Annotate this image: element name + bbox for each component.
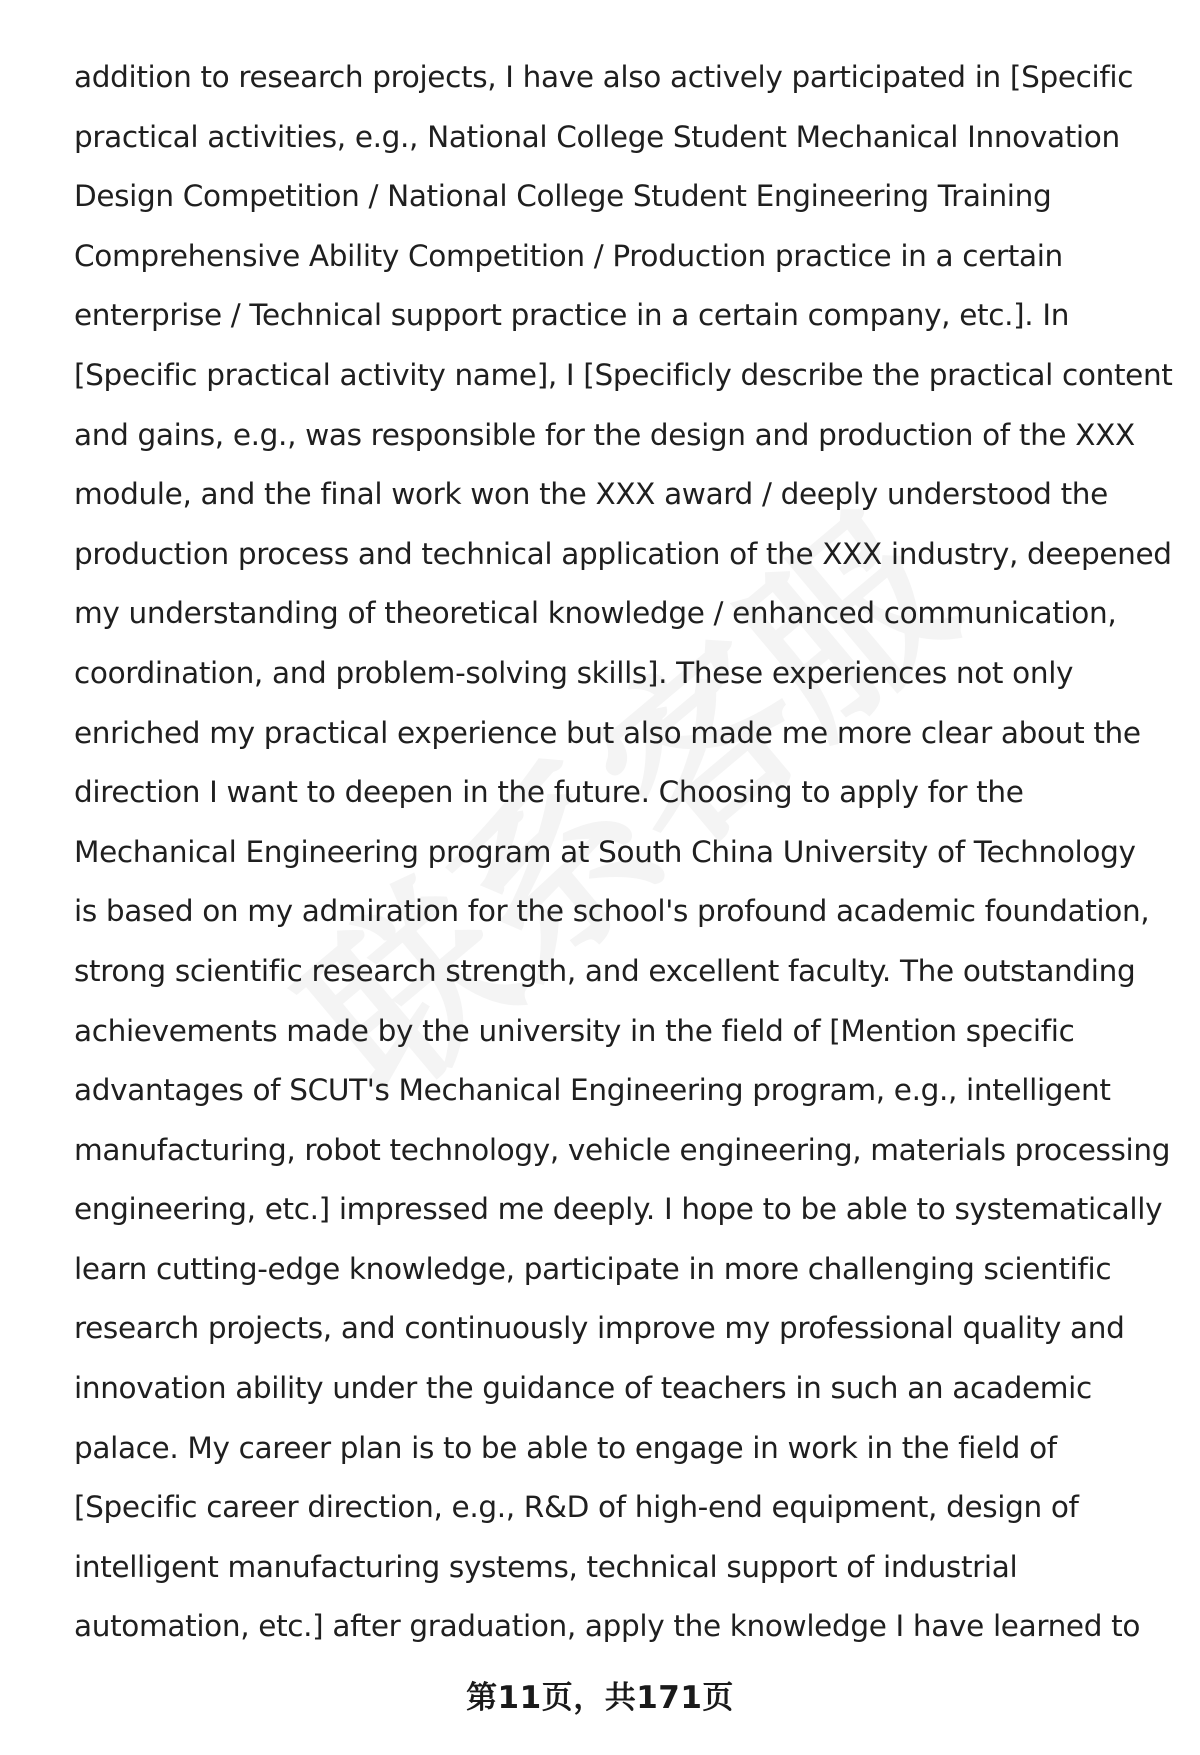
text-line: automation, etc.] after graduation, apply the knowledge I have learned to — [74, 1609, 1141, 1644]
text-line: is based on my admiration for the school's profound academic foundation, — [74, 894, 1150, 929]
text-line: strong scientific research strength, and excellent faculty. The outstanding — [74, 953, 1136, 988]
text-line: module, and the final work won the XXX award / deeply understood the — [74, 477, 1108, 512]
text-line: research projects, and continuously improve my professional quality and — [74, 1311, 1125, 1346]
text-line: enriched my practical experience but also made me more clear about the — [74, 715, 1141, 750]
text-line: innovation ability under the guidance of teachers in such an academic — [74, 1371, 1092, 1406]
text-line: practical activities, e.g., National College Student Mechanical Innovation — [74, 119, 1120, 154]
text-line: palace. My career plan is to be able to engage in work in the field of — [74, 1430, 1057, 1465]
text-line: engineering, etc.] impressed me deeply. I hope to be able to systematically — [74, 1192, 1163, 1227]
text-line: manufacturing, robot technology, vehicle engineering, materials processing — [74, 1132, 1171, 1167]
text-line: Design Competition / National College Student Engineering Training — [74, 179, 1052, 214]
text-line: achievements made by the university in the field of [Mention specific — [74, 1013, 1075, 1048]
text-line: learn cutting-edge knowledge, participate in more challenging scientific — [74, 1251, 1112, 1286]
body-text — [74, 48, 1173, 1657]
text-line: Mechanical Engineering program at South China University of Technology — [74, 834, 1136, 869]
text-line: advantages of SCUT's Mechanical Engineering program, e.g., intelligent — [74, 1073, 1111, 1108]
text-line: my understanding of theoretical knowledge / enhanced communication, — [74, 596, 1117, 631]
text-line: [Specific career direction, e.g., R&D of high-end equipment, design of — [74, 1490, 1079, 1525]
text-line: enterprise / Technical support practice in a certain company, etc.]. In — [74, 298, 1070, 333]
text-line: coordination, and problem-solving skills]. These experiences not only — [74, 655, 1074, 690]
text-line: direction I want to deepen in the future. Choosing to apply for the — [74, 775, 1024, 810]
text-line: intelligent manufacturing systems, technical support of industrial — [74, 1549, 1018, 1584]
text-line: [Specific practical activity name], I [Specificly describe the practical content — [74, 357, 1173, 392]
text-line: Comprehensive Ability Competition / Production practice in a certain — [74, 238, 1063, 273]
text-line: addition to research projects, I have also actively participated in [Specific — [74, 60, 1134, 94]
text-line: production process and technical application of the XXX industry, deepened — [74, 536, 1172, 571]
page-number-footer: 第11页，共171页 — [466, 1680, 734, 1716]
text-line: and gains, e.g., was responsible for the design and production of the XXX — [74, 417, 1135, 452]
